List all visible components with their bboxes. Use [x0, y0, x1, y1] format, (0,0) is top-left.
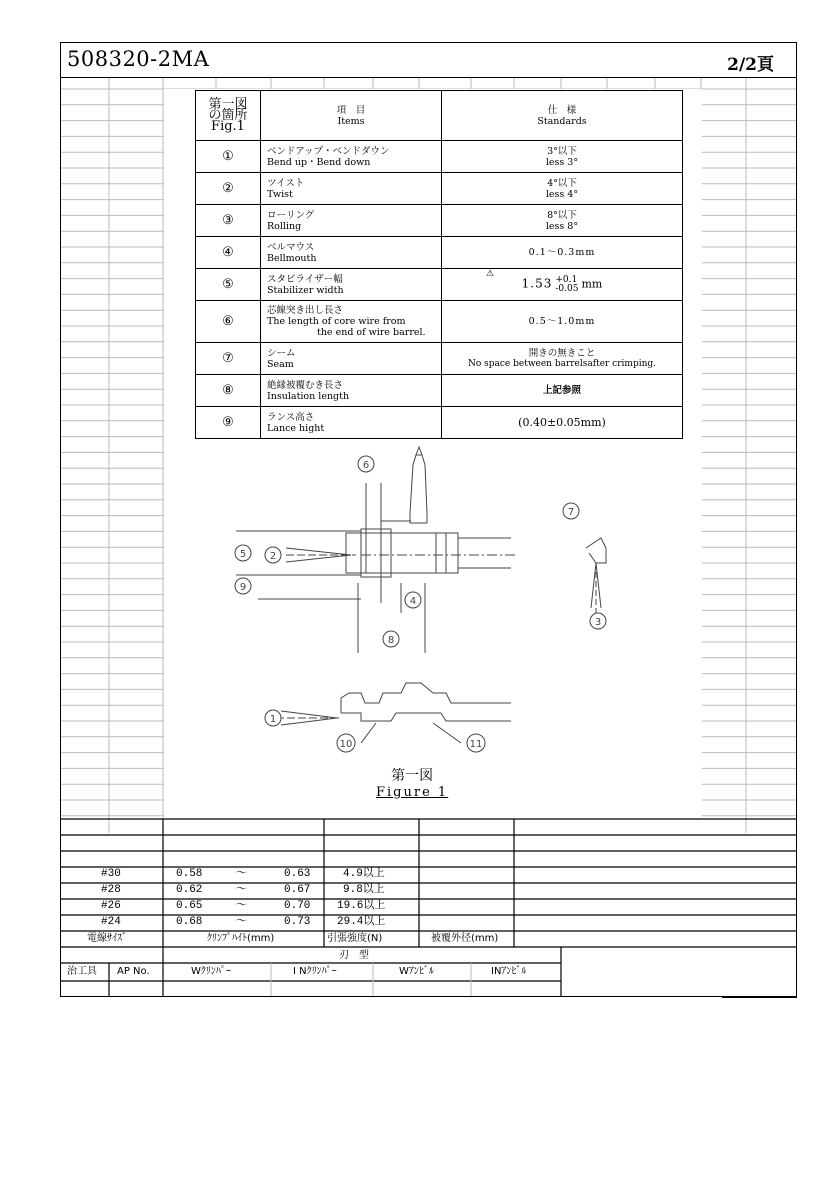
figure-caption-jp: 第一図 — [391, 768, 434, 784]
crimp-max: 0.70 — [284, 900, 311, 912]
tensile-value: 4.9以上 — [343, 868, 385, 880]
crimp-sep: ～ — [236, 868, 247, 880]
lower-table-lines — [61, 43, 797, 997]
wire-size: #30 — [101, 868, 121, 880]
spec-row-number: ④ — [196, 237, 261, 269]
item-jp: ツイスト — [267, 177, 305, 189]
std-en: less 3° — [545, 156, 579, 168]
svg-text:4: 4 — [409, 596, 417, 607]
item-jp: ベンドアップ・ベンドダウン — [267, 145, 390, 157]
tol-lower: -0.05 — [555, 283, 579, 294]
spec-row-standard: 上記参照 — [442, 375, 683, 407]
spec-row-number: ⑤ — [196, 269, 261, 301]
spec-row-number: ⑨ — [196, 407, 261, 439]
figure-caption-en: Figure 1 — [376, 785, 449, 800]
item-en: Stabilizer width — [267, 284, 344, 296]
spec-row-number: ⑧ — [196, 375, 261, 407]
item-en: Lance hight — [267, 422, 325, 434]
crimp-max: 0.63 — [284, 868, 311, 880]
svg-text:1: 1 — [269, 714, 277, 725]
spec-row-number: ① — [196, 141, 261, 173]
svg-text:3: 3 — [594, 617, 602, 628]
std-en: less 8° — [545, 220, 579, 232]
item-en: Twist — [267, 188, 293, 200]
w-anvil-header: Wｱﾝﾋﾞﾙ — [399, 966, 434, 977]
crimp-max: 0.67 — [284, 884, 311, 896]
std-en: No space between barrelsafter crimping. — [467, 358, 656, 369]
crimp-min: 0.62 — [176, 884, 203, 896]
svg-text:9: 9 — [239, 582, 247, 593]
standards-header-en: Standards — [537, 115, 587, 127]
tensile-value: 9.8以上 — [343, 884, 385, 896]
item-jp: ローリング — [267, 209, 315, 221]
svg-text:7: 7 — [567, 507, 575, 518]
fig-ref-header-line: の箇所 — [208, 108, 248, 123]
item-jp: 芯線突き出し長さ — [267, 305, 344, 316]
blade-header: 刃 型 — [339, 950, 369, 961]
fig-ref-header-line: 第一図 — [208, 97, 248, 112]
jig-header: 治工具 — [67, 966, 97, 977]
drawing-sheet — [60, 42, 797, 997]
tensile-header: 引張強度(N) — [327, 933, 383, 944]
svg-text:5: 5 — [239, 549, 247, 560]
item-en: Bellmouth — [267, 252, 317, 264]
crimp-max: 0.73 — [284, 916, 311, 928]
spec-row-standard: (0.40±0.05mm) — [442, 407, 683, 439]
bottom-rule — [722, 997, 797, 998]
wire-size-header: 電線ｻｲｽﾞ — [87, 933, 127, 944]
std-jp: 8°以下 — [547, 209, 577, 221]
std-nominal: 1.53 — [521, 276, 553, 290]
item-en: Insulation length — [267, 390, 350, 402]
crimp-height-header: ｸﾘﾝﾌﾟﾊｲﾄ(mm) — [207, 933, 275, 944]
std-jp: 3°以下 — [547, 145, 577, 157]
wire-size: #24 — [101, 916, 121, 928]
svg-text:6: 6 — [362, 460, 370, 471]
w-crimper-header: Wｸﾘﾝﾊﾟｰ — [191, 966, 231, 977]
item-en: the end of wire barrel. — [317, 327, 426, 338]
svg-text:11: 11 — [469, 739, 483, 750]
crimp-sep: ～ — [236, 884, 247, 896]
item-en: The length of core wire from — [267, 316, 406, 327]
spec-row-number: ③ — [196, 205, 261, 237]
spec-row-standard: 0.1～0.3mm — [442, 237, 683, 269]
item-jp: 絶縁被覆むき長さ — [267, 379, 344, 391]
svg-text:8: 8 — [387, 635, 395, 646]
crimp-min: 0.58 — [176, 868, 203, 880]
std-jp: 開きの無きこと — [528, 347, 596, 359]
tol-upper: +0.1 — [555, 274, 578, 285]
std-en: less 4° — [545, 188, 579, 200]
crimp-min: 0.68 — [176, 916, 203, 928]
spec-row-number: ⑦ — [196, 343, 261, 375]
spec-row-number: ⑥ — [196, 301, 261, 343]
item-jp: ランス高さ — [267, 411, 315, 423]
page-number: 2/2頁 — [727, 55, 774, 75]
revision-triangle-icon: ⚠ — [486, 269, 495, 279]
part-number: 508320-2MA — [67, 47, 210, 71]
insulation-od-header: 被覆外径(mm) — [431, 933, 499, 944]
fig-ref-header-line: Fig.1 — [211, 119, 245, 134]
items-header-en: Items — [337, 115, 365, 127]
wire-size: #26 — [101, 900, 121, 912]
std-unit: mm — [581, 277, 603, 290]
item-jp: シーム — [267, 347, 296, 359]
in-crimper-header: I Nｸﾘﾝﾊﾟｰ — [293, 966, 337, 977]
items-header-jp: 項 目 — [336, 104, 366, 116]
tensile-value: 19.6以上 — [337, 900, 386, 912]
item-en: Bend up・Bend down — [267, 156, 371, 168]
standards-header-jp: 仕 様 — [547, 104, 577, 116]
item-en: Rolling — [267, 220, 302, 232]
item-jp: スタビライザー幅 — [267, 273, 343, 285]
std-jp: 4°以下 — [547, 177, 577, 189]
item-en: Seam — [267, 358, 294, 370]
in-anvil-header: INｱﾝﾋﾞﾙ — [491, 966, 527, 977]
svg-text:2: 2 — [269, 551, 277, 562]
crimp-min: 0.65 — [176, 900, 203, 912]
item-jp: ベルマウス — [267, 241, 315, 253]
tensile-value: 29.4以上 — [337, 916, 386, 928]
wire-size: #28 — [101, 884, 121, 896]
spec-row-standard: 0.5～1.0mm — [442, 301, 683, 343]
svg-text:10: 10 — [339, 739, 353, 750]
spec-row-number: ② — [196, 173, 261, 205]
crimp-sep: ～ — [236, 916, 247, 928]
crimp-sep: ～ — [236, 900, 247, 912]
ap-no-header: AP No. — [117, 966, 150, 977]
